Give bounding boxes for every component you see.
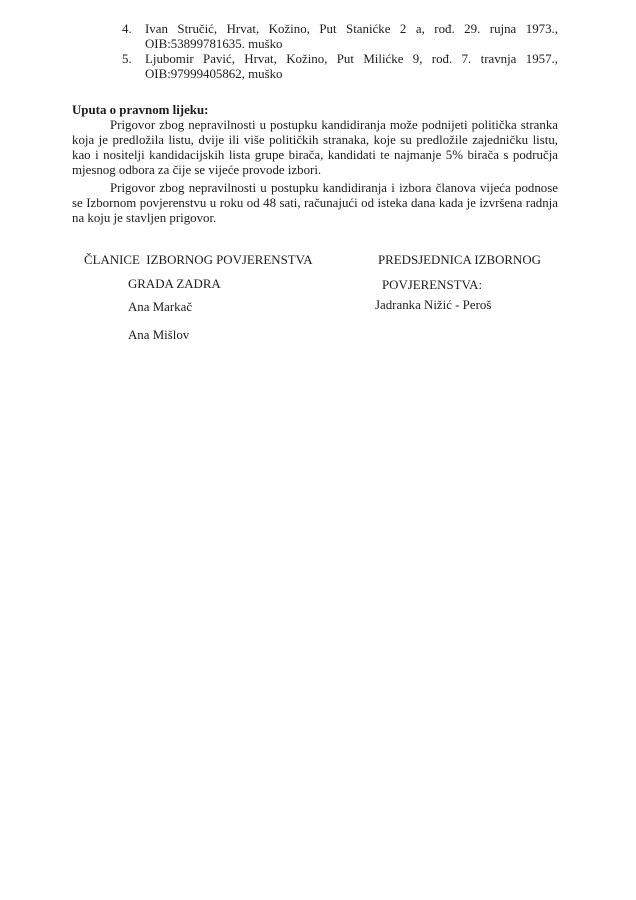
candidate-list: [122, 22, 558, 82]
legal-remedy-section: [72, 103, 558, 226]
legal-remedy-paragraph-1: Prigovor zbog nepravilnosti u postupku kandidiranja može podnijeti politička stranka koja je predložila listu, dvije ili više političkih stranaka, koje su predložile zajedničku listu, kao i nositelji kandidacijskih lista grupe birača, kandidati te najmanje 5% birača s područja mjesnog odbora za čije se vijeće provode izbori.: [72, 118, 558, 177]
commission-president-column: [375, 253, 605, 313]
president-title-line1: PREDSJEDNICA IZBORNOG: [378, 253, 541, 267]
legal-remedy-paragraph-2: Prigovor zbog nepravilnosti u postupku kandidiranja i izbora članova vijeća podnose se Izbornom povjerenstvu u roku od 48 sati, računajući od isteka dana kada je izvršena radnja na koju je stavljen prigovor.: [72, 181, 558, 225]
legal-remedy-heading: Uputa o pravnom lijeku:: [72, 103, 209, 117]
president-title-line2: POVJERENSTVA:: [382, 278, 483, 292]
members-title-line2: GRADA ZADRA: [128, 277, 221, 291]
candidate-list-item: [122, 22, 558, 52]
candidate-number: 4.: [122, 22, 132, 36]
candidate-list-item: [122, 52, 558, 82]
candidate-number: 5.: [122, 52, 132, 66]
candidate-details: Ivan Stručić, Hrvat, Kožino, Put Stanićke 2 a, rođ. 29. rujna 1973., OIB:53899781635. muško: [145, 22, 558, 51]
members-title-line1: ČLANICE IZBORNOG POVJERENSTVA: [84, 253, 313, 267]
commission-members-column: [84, 253, 364, 343]
member-name: Ana Markač: [128, 300, 193, 314]
candidate-details: Ljubomir Pavić, Hrvat, Kožino, Put Milićke 9, rođ. 7. travnja 1957., OIB:97999405862, muško: [145, 52, 558, 81]
member-name: Ana Mišlov: [128, 328, 190, 342]
president-name: Jadranka Nižić - Peroš: [375, 298, 492, 312]
